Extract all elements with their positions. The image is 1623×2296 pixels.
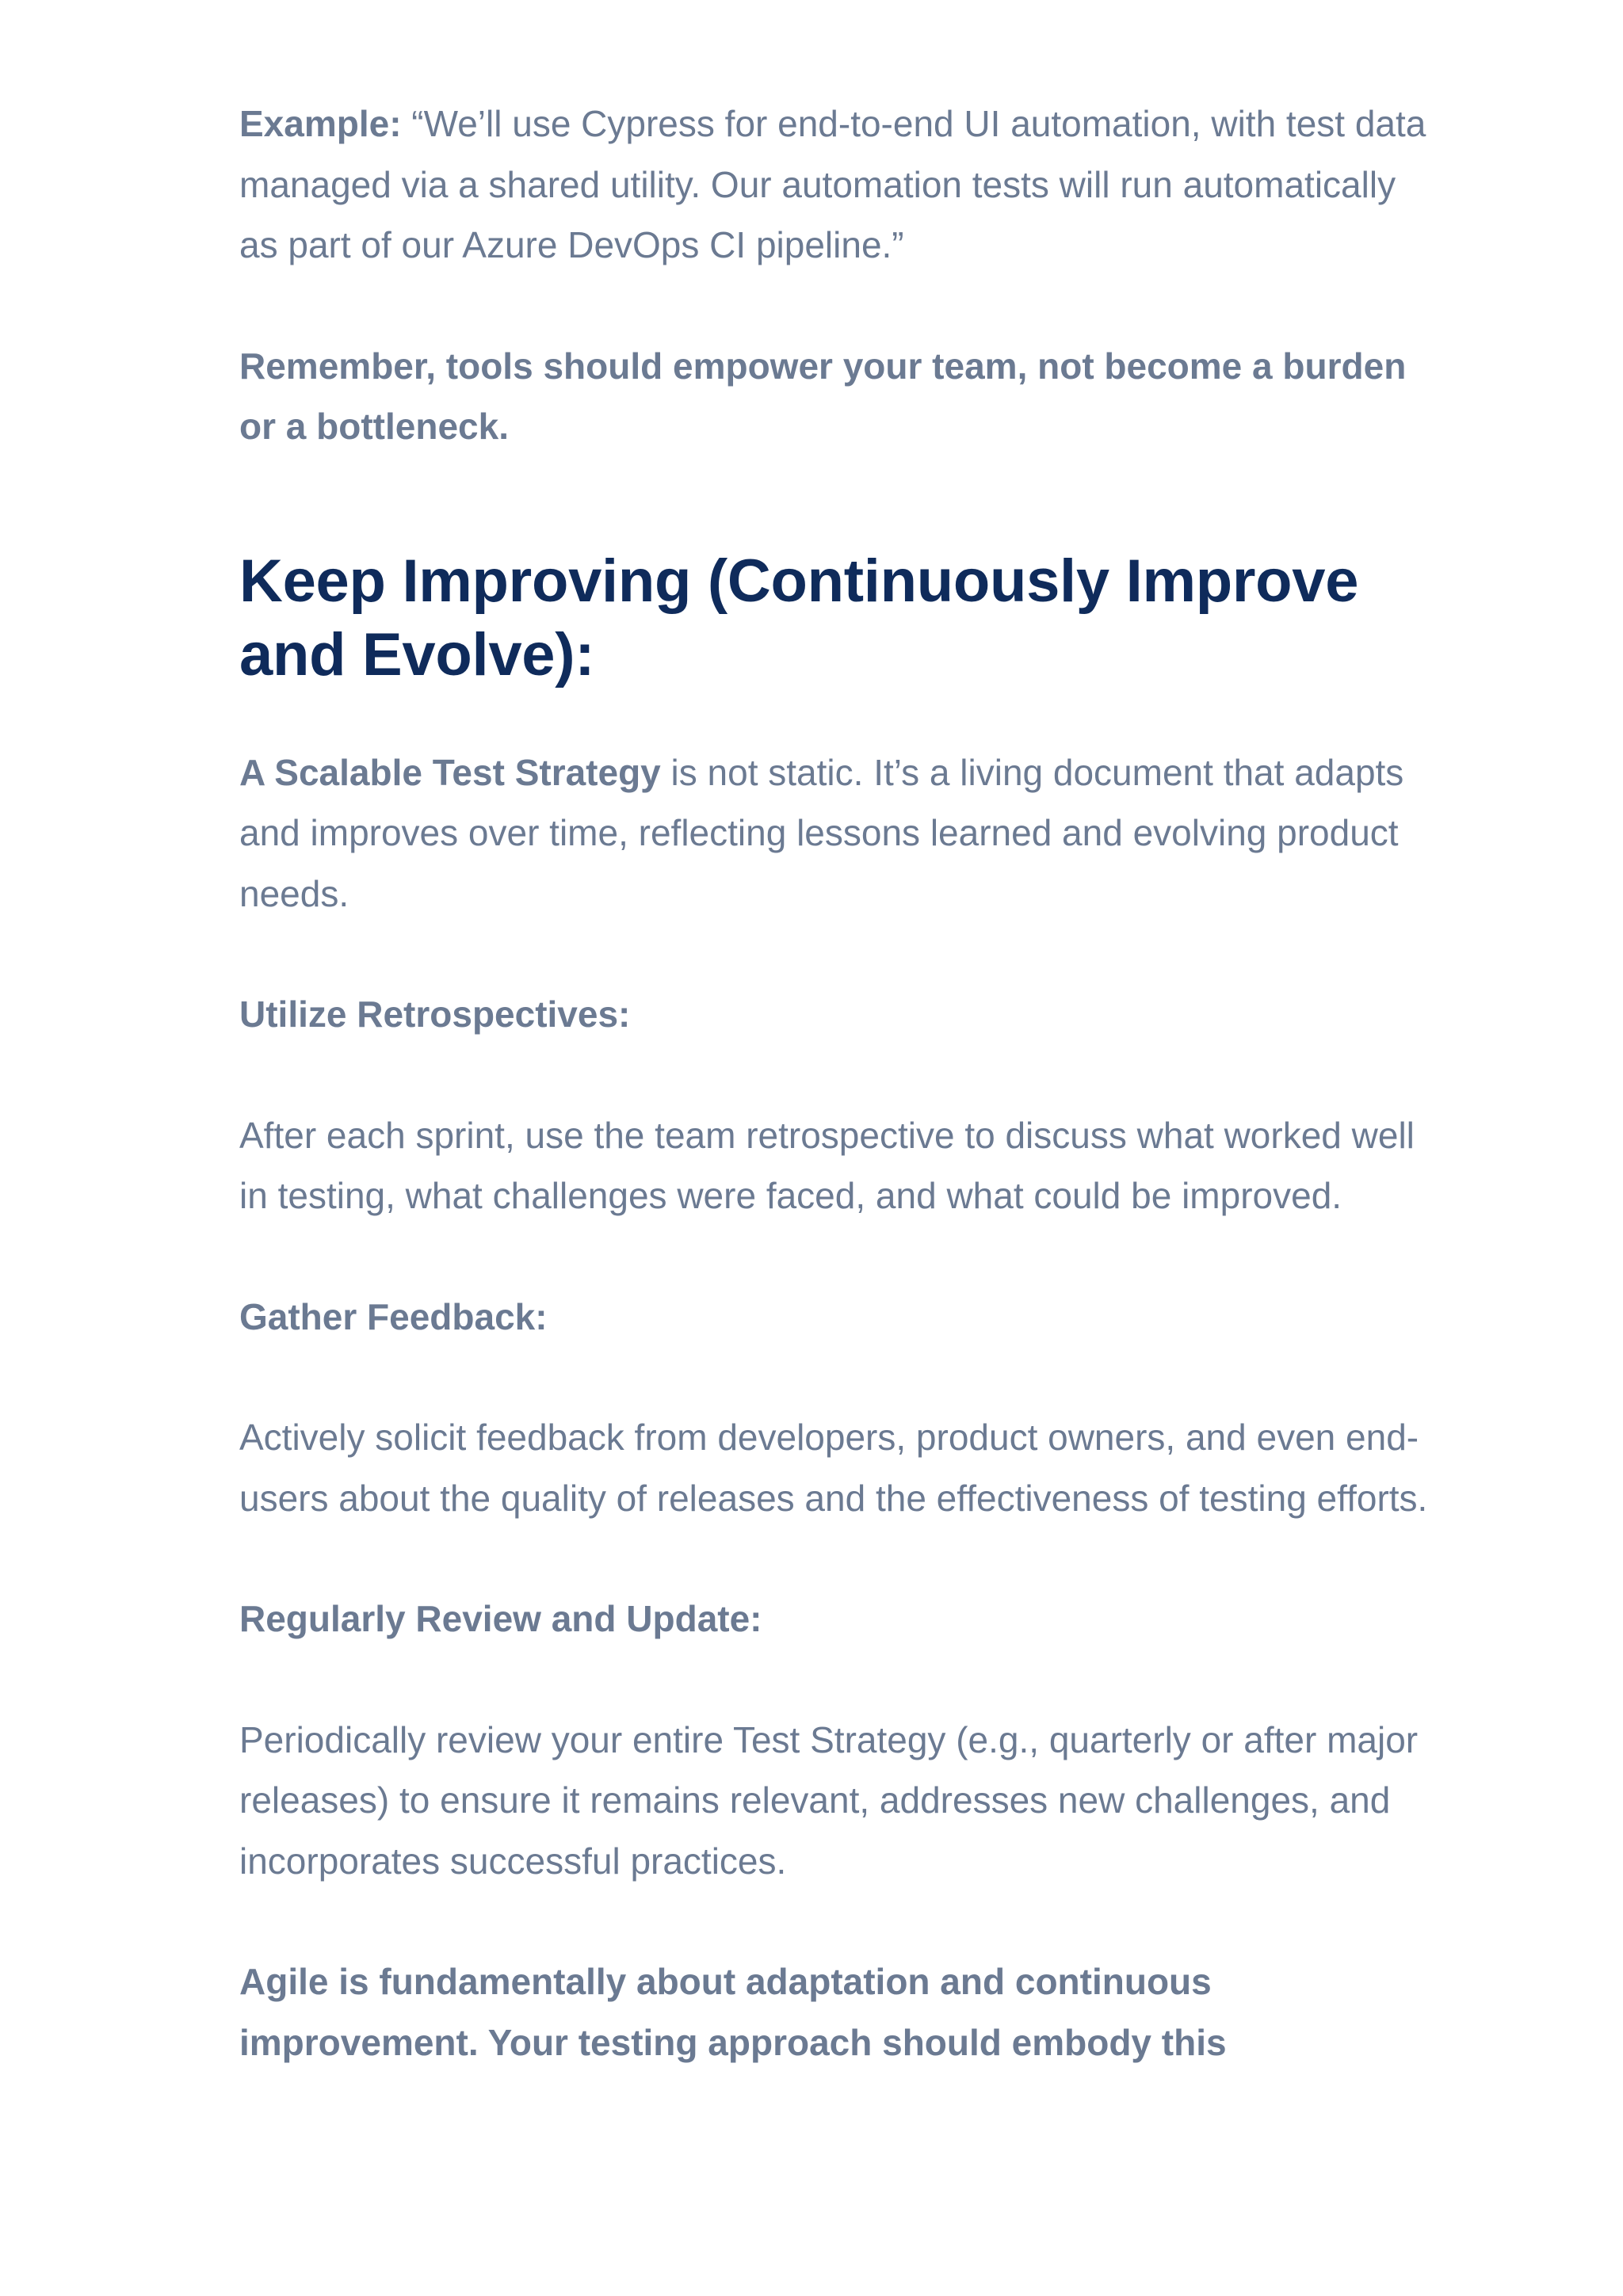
item-title-review [239, 1589, 1444, 1650]
reminder-text: Remember, tools should empower your team, not become a burden or a bottleneck. [239, 345, 1407, 447]
section-heading: Keep Improving (Continuously Improve and Evolve): [239, 547, 1359, 688]
closing-paragraph [239, 1951, 1444, 2073]
lead-paragraph [239, 742, 1444, 925]
example-paragraph [239, 93, 1444, 276]
item-body-retrospectives: After each sprint, use the team retrospective to discuss what worked well in testing, what challenges were faced, and what could be improved. [239, 1114, 1415, 1216]
item-title-text: Gather Feedback: [239, 1295, 548, 1337]
lead-text: is not static. It’s a living document that adapts and improves over time, reflecting lessons learned and evolving product needs. [239, 751, 1404, 914]
item-title-feedback [239, 1287, 1444, 1348]
closing-text: Agile is fundamentally about adaptation and continuous improvement. Your testing approach should embody this [239, 1961, 1227, 2063]
item-title-retrospectives [239, 984, 1444, 1045]
lead-bold: A Scalable Test Strategy [239, 751, 661, 793]
item-body-feedback: Actively solicit feedback from developers, product owners, and even end-users about the quality of releases and the effectiveness of testing efforts. [239, 1417, 1428, 1519]
example-label: Example: [239, 103, 402, 144]
example-text: “We’ll use Cypress for end-to-end UI automation, with test data managed via a shared utility. Our automation tests will run automatically as part of our Azure DevOps CI pipeline.” [239, 103, 1426, 265]
item-body-review: Periodically review your entire Test Strategy (e.g., quarterly or after major releases) to ensure it remains relevant, addresses new challenges, and incorporates successful practices. [239, 1718, 1419, 1882]
article-body [239, 93, 1444, 2073]
item-title-text: Regularly Review and Update: [239, 1598, 762, 1639]
reminder-paragraph [239, 336, 1444, 457]
item-title-text: Utilize Retrospectives: [239, 994, 631, 1035]
